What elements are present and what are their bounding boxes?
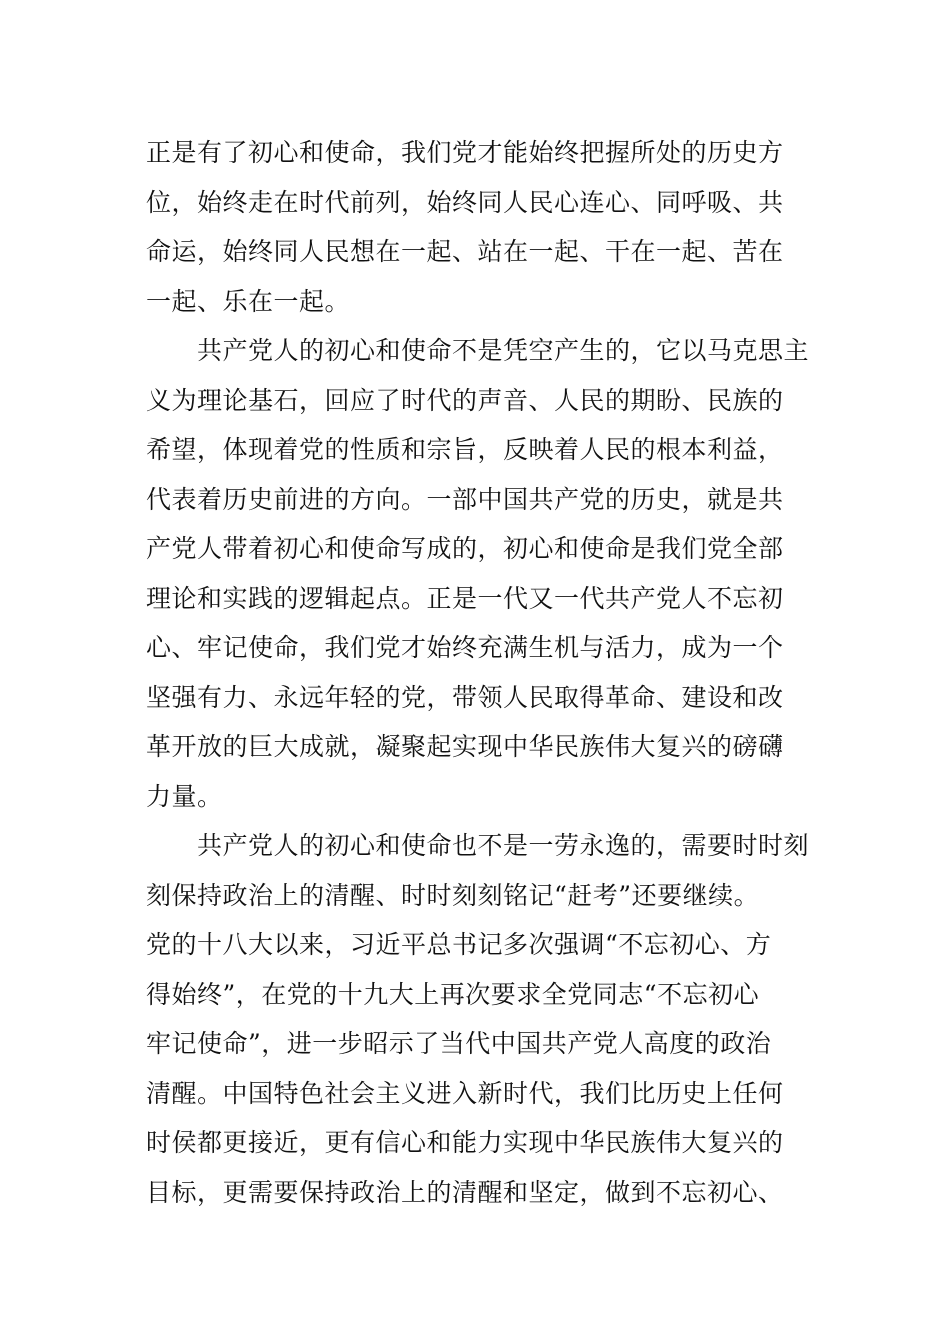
text-line: 命运，始终同人民想在一起、站在一起、干在一起、苦在 <box>146 237 784 266</box>
text-line: 清醒。中国特色社会主义进入新时代，我们比历史上任何 <box>146 1078 784 1108</box>
text-line: 共产党人的初心和使命不是凭空产生的，它以马克思主 <box>146 336 810 365</box>
text-line: 党的十八大以来，习近平总书记多次强调“不忘初心、方 <box>146 930 772 959</box>
text-line: 位，始终走在时代前列，始终同人民心连心、同呼吸、共 <box>146 187 784 217</box>
body-text <box>146 128 811 1217</box>
text-line: 产党人带着初心和使命写成的，初心和使命是我们党全部 <box>146 534 784 563</box>
text-line: 时侯都更接近，更有信心和能力实现中华民族伟大复兴的 <box>146 1128 784 1157</box>
text-line: 代表着历史前进的方向。一部中国共产党的历史，就是共 <box>146 484 784 514</box>
text-line: 共产党人的初心和使命也不是一劳永逸的，需要时时刻 <box>146 831 810 860</box>
text-line: 坚强有力、永远年轻的党，带领人民取得革命、建设和改 <box>146 682 784 712</box>
text-line: 一起、乐在一起。 <box>146 286 351 316</box>
text-line: 希望，体现着党的性质和宗旨，反映着人民的根本利益， <box>146 435 784 464</box>
text-line: 力量。 <box>146 781 223 811</box>
text-line: 心、牢记使命，我们党才始终充满生机与活力，成为一个 <box>146 633 784 662</box>
text-line: 理论和实践的逻辑起点。正是一代又一代共产党人不忘初 <box>146 583 784 613</box>
text-line: 刻保持政治上的清醒、时时刻刻铭记“赶考”还要继续。 <box>146 880 760 910</box>
text-line: 得始终”，在党的十九大上再次要求全党同志“不忘初心 <box>146 979 760 1009</box>
text-line: 义为理论基石，回应了时代的声音、人民的期盼、民族的 <box>146 385 784 415</box>
text-line: 目标，更需要保持政治上的清醒和坚定，做到不忘初心、 <box>146 1177 784 1207</box>
text-line: 革开放的巨大成就，凝聚起实现中华民族伟大复兴的磅礴 <box>146 732 784 761</box>
text-line: 牢记使命”，进一步昭示了当代中国共产党人高度的政治 <box>146 1029 772 1058</box>
text-line: 正是有了初心和使命，我们党才能始终把握所处的历史方 <box>146 138 784 167</box>
